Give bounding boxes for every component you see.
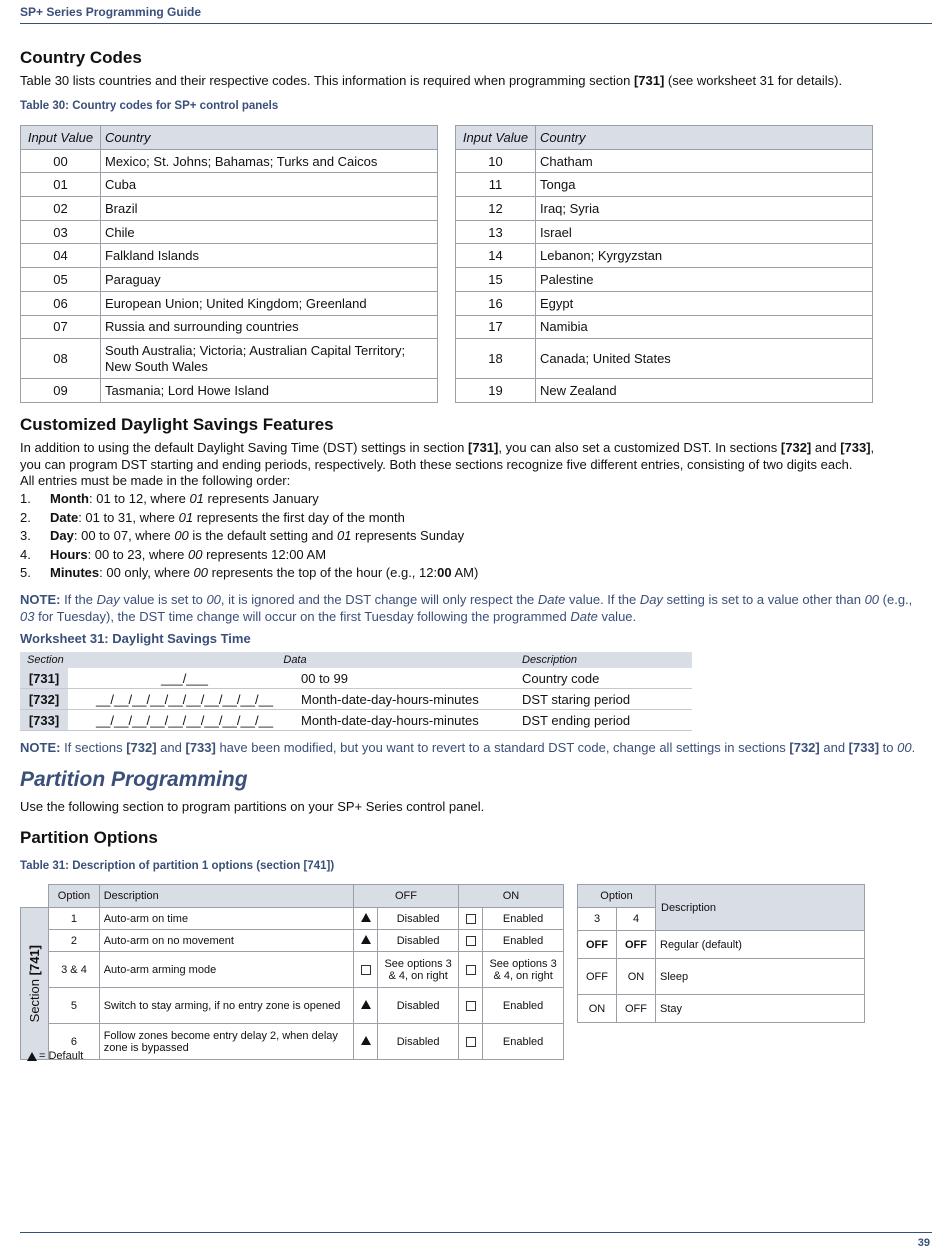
country-codes-heading: Country Codes <box>20 48 142 67</box>
note-italic: Day <box>96 592 120 607</box>
section-741-label <box>21 908 49 1060</box>
side-label <box>27 945 42 1022</box>
intro-text-end: (see worksheet 31 for details). <box>664 73 843 88</box>
ws-data: Month-date-day-hours-minutes <box>301 691 479 707</box>
dst-revert-note <box>20 740 930 757</box>
option4-cell <box>617 995 656 1023</box>
list-fragment: : 01 to 31, where <box>78 509 179 525</box>
option-cell: 2 <box>49 930 99 952</box>
input-value-cell: 14 <box>456 244 536 268</box>
worksheet31-caption: Worksheet 31: Daylight Savings Time <box>20 631 251 646</box>
note-italic: 00 <box>864 592 880 607</box>
note-section: [733] <box>185 740 216 755</box>
country-cell: Egypt <box>536 291 873 315</box>
on-value-cell: Enabled <box>483 930 564 952</box>
list-fragment: 01 <box>178 509 194 525</box>
description-cell: Switch to stay arming, if no entry zone is opened <box>99 988 353 1024</box>
country-cell: Brazil <box>101 197 438 221</box>
dst-intro <box>20 440 895 490</box>
note-italic: Day <box>639 592 663 607</box>
note-text: , it is ignored and the DST change will only respect the <box>220 592 538 607</box>
dst-entry-list <box>20 490 478 583</box>
on-checkbox[interactable] <box>458 988 482 1024</box>
checkbox-icon <box>466 914 476 924</box>
dst-section: [731] <box>468 440 499 455</box>
input-value-cell: 09 <box>21 379 101 403</box>
list-fragment: 00 <box>188 546 203 562</box>
table-row <box>456 197 873 221</box>
po-col-on: ON <box>458 885 563 908</box>
list-item <box>20 527 478 546</box>
col-input-value: Input Value <box>21 126 101 150</box>
partition-heading: Partition Programming <box>20 768 248 791</box>
list-fragment: is the default setting and <box>188 528 337 543</box>
list-item <box>20 564 478 583</box>
dst-section: [733] <box>840 440 871 455</box>
option-cell: 3 & 4 <box>49 952 99 988</box>
po-col-off: OFF <box>354 885 459 908</box>
option3-cell <box>578 995 617 1023</box>
table-row <box>21 149 438 173</box>
note-italic: 03 <box>20 608 35 624</box>
ws-col-description: Description <box>522 654 578 666</box>
po-col-option: Option <box>49 885 99 908</box>
note-text: and <box>156 740 186 755</box>
partition-options-table <box>20 884 564 1060</box>
note-text: setting is set to a value other than <box>662 592 865 607</box>
note-italic: 00 <box>206 592 221 607</box>
note-text: and <box>819 740 849 755</box>
triangle-icon <box>361 913 371 922</box>
note-italic: 00 <box>897 740 912 755</box>
triangle-icon <box>361 935 371 944</box>
option4-cell-value: ON <box>627 970 645 983</box>
country-cell: Canada; United States <box>536 339 873 379</box>
table-row <box>21 952 564 988</box>
ws-entry-blank[interactable]: ___/___ <box>161 670 208 686</box>
ws-col-section: Section <box>27 654 64 666</box>
pr-col-3: 3 <box>578 908 617 931</box>
dst-text: , you can also set a customized DST. In sections <box>498 440 781 455</box>
note-text: If the <box>60 592 97 607</box>
list-text <box>50 546 326 565</box>
col-country: Country <box>101 126 438 150</box>
footer-rule <box>20 1232 932 1233</box>
ws-description: DST ending period <box>522 712 631 728</box>
country-cell: Israel <box>536 220 873 244</box>
off-default-marker[interactable] <box>354 952 378 988</box>
side-label-text: Section <box>27 975 43 1023</box>
checkbox-icon <box>466 1037 476 1047</box>
list-text <box>50 527 464 546</box>
note-label: NOTE: <box>20 592 61 607</box>
table-row <box>21 268 438 292</box>
ws-entry-blank[interactable]: __/__/__/__/__/__/__/__/__/__ <box>95 691 274 707</box>
on-checkbox[interactable] <box>458 930 482 952</box>
country-cell: Russia and surrounding countries <box>101 315 438 339</box>
note-section: [733] <box>848 740 880 755</box>
table-row <box>456 149 873 173</box>
list-number: 5. <box>20 565 31 580</box>
on-value-cell: See options 3 & 4, on right <box>483 952 564 988</box>
dst-text: and <box>811 440 841 455</box>
worksheet-row <box>20 689 692 710</box>
dst-heading: Customized Daylight Savings Features <box>20 415 334 434</box>
description-cell: Auto-arm arming mode <box>99 952 353 988</box>
on-checkbox[interactable] <box>458 952 482 988</box>
table-row <box>456 379 873 403</box>
list-fragment: 00 <box>174 528 189 543</box>
list-text <box>50 490 319 509</box>
off-value-cell: Disabled <box>378 1024 459 1060</box>
country-cell: Tasmania; Lord Howe Island <box>101 379 438 403</box>
table-row <box>21 315 438 339</box>
input-value-cell: 05 <box>21 268 101 292</box>
input-value-cell: 18 <box>456 339 536 379</box>
country-cell: Chile <box>101 220 438 244</box>
table-row <box>21 197 438 221</box>
ws-section: [731] <box>20 668 68 688</box>
on-value-cell: Enabled <box>483 908 564 930</box>
list-fragment: Minutes <box>50 565 100 580</box>
option3-cell-value: OFF <box>586 938 608 951</box>
side-label-section: [741] <box>27 944 43 976</box>
partition-options-heading: Partition Options <box>20 828 158 847</box>
country-cell: Cuba <box>101 173 438 197</box>
note-text: value is set to <box>119 592 207 607</box>
table-row <box>21 339 438 379</box>
pr-col-description: Description <box>656 885 865 931</box>
pr-col-4: 4 <box>617 908 656 931</box>
input-value-cell: 08 <box>21 339 101 379</box>
intro-text: Table 30 lists countries and their respective codes. This information is required when programming section <box>20 73 634 88</box>
description-cell: Follow zones become entry delay 2, when delay zone is bypassed <box>99 1024 353 1060</box>
dst-note <box>20 592 930 625</box>
table-row <box>456 315 873 339</box>
list-fragment: 01 <box>189 491 204 506</box>
list-fragment: Month <box>50 491 89 506</box>
list-fragment: represents January <box>203 491 319 506</box>
country-cell: Tonga <box>536 173 873 197</box>
table-row <box>21 173 438 197</box>
list-number: 3. <box>20 528 31 543</box>
table-row <box>21 988 564 1024</box>
off-value-cell: Disabled <box>378 988 459 1024</box>
table-row <box>578 959 865 995</box>
country-cell: Falkland Islands <box>101 244 438 268</box>
note-italic: Date <box>537 592 566 607</box>
country-cell: South Australia; Victoria; Australian Capital Territory; New South Wales <box>101 339 438 379</box>
pr-col-option: Option <box>578 885 656 908</box>
off-value-cell: See options 3 & 4, on right <box>378 952 459 988</box>
list-fragment: : 00 to 23, where <box>87 546 189 562</box>
dst-section: [732] <box>780 440 812 455</box>
country-table-left <box>20 125 438 403</box>
country-cell: New Zealand <box>536 379 873 403</box>
triangle-icon <box>361 1036 371 1045</box>
table-row <box>21 1024 564 1060</box>
ws-description: Country code <box>522 670 600 686</box>
country-cell: Namibia <box>536 315 873 339</box>
off-default-marker[interactable] <box>354 908 378 930</box>
list-fragment: Hours <box>50 546 88 562</box>
list-fragment: 00 <box>193 565 209 580</box>
input-value-cell: 13 <box>456 220 536 244</box>
option4-cell-value: OFF <box>625 1002 647 1015</box>
country-cell: Palestine <box>536 268 873 292</box>
option4-cell <box>617 931 656 959</box>
country-cell: Iraq; Syria <box>536 197 873 221</box>
note-text: value. If the <box>565 592 640 607</box>
list-number: 1. <box>20 491 31 506</box>
dst-text: In addition to using the default Daylight Saving Time (DST) settings in section <box>20 440 469 455</box>
list-fragment: 00 <box>437 565 452 580</box>
note-text: for Tuesday), the DST time change will occur on the first Tuesday following the programmed <box>34 608 571 624</box>
list-fragment: : 00 only, where <box>99 565 194 580</box>
col-input-value: Input Value <box>456 126 536 150</box>
dst-order-text: All entries must be made in the following order: <box>20 473 291 488</box>
list-item <box>20 490 478 509</box>
table-row <box>578 995 865 1023</box>
table-row <box>578 931 865 959</box>
note-italic: Date <box>570 608 598 624</box>
off-value-cell: Disabled <box>378 930 459 952</box>
note-text: If sections <box>60 740 127 755</box>
default-legend <box>27 1050 83 1062</box>
partition-intro: Use the following section to program partitions on your SP+ Series control panel. <box>20 799 485 814</box>
input-value-cell: 17 <box>456 315 536 339</box>
worksheet-header <box>20 652 692 668</box>
page-number: 39 <box>917 1237 930 1249</box>
table31-caption: Table 31: Description of partition 1 options (section [741]) <box>20 860 335 872</box>
note-text: value. <box>597 608 637 624</box>
off-value-cell: Disabled <box>378 908 459 930</box>
triangle-icon <box>27 1052 37 1061</box>
note-text: (e.g., <box>879 592 913 607</box>
list-text <box>50 509 405 528</box>
list-item <box>20 509 478 528</box>
ws-section: [733] <box>20 710 68 730</box>
ws-section: [732] <box>20 689 68 709</box>
ws-data: 00 to 99 <box>301 670 348 686</box>
list-fragment: : 00 to 07, where <box>73 528 175 543</box>
on-checkbox[interactable] <box>458 1024 482 1060</box>
list-fragment: : 01 to 12, where <box>88 491 190 506</box>
on-checkbox[interactable] <box>458 908 482 930</box>
worksheet-row <box>20 668 692 689</box>
description-cell: Auto-arm on time <box>99 908 353 930</box>
list-fragment: represents 12:00 AM <box>202 546 327 562</box>
option-cell: 1 <box>49 908 99 930</box>
ws-entry-blank[interactable]: __/__/__/__/__/__/__/__/__/__ <box>95 712 274 728</box>
note-section: [732] <box>789 740 820 755</box>
input-value-cell: 10 <box>456 149 536 173</box>
input-value-cell: 04 <box>21 244 101 268</box>
on-value-cell: Enabled <box>483 1024 564 1060</box>
table-row <box>456 220 873 244</box>
input-value-cell: 02 <box>21 197 101 221</box>
ws-data: Month-date-day-hours-minutes <box>301 712 479 728</box>
option3-cell <box>578 959 617 995</box>
input-value-cell: 00 <box>21 149 101 173</box>
checkbox-icon <box>466 965 476 975</box>
input-value-cell: 06 <box>21 291 101 315</box>
option3-cell <box>578 931 617 959</box>
table30-caption: Table 30: Country codes for SP+ control panels <box>20 100 279 112</box>
table-row <box>21 220 438 244</box>
mode-description-cell: Sleep <box>656 959 865 995</box>
country-codes-intro <box>20 73 910 90</box>
input-value-cell: 01 <box>21 173 101 197</box>
legend-text: = Default <box>39 1050 84 1062</box>
header-title: SP+ Series Programming Guide <box>20 5 202 19</box>
ws-description: DST staring period <box>522 691 631 707</box>
off-default-marker[interactable] <box>354 930 378 952</box>
intro-section: [731] <box>633 73 665 88</box>
note-text: have been modified, but you want to revert to a standard DST code, change all settings in sections <box>215 740 790 755</box>
list-item <box>20 546 478 565</box>
ws-col-data: Data <box>283 654 307 666</box>
list-number: 2. <box>20 509 31 525</box>
country-cell: European Union; United Kingdom; Greenland <box>101 291 438 315</box>
col-country: Country <box>536 126 873 150</box>
note-text: to <box>879 740 898 755</box>
table-row <box>21 244 438 268</box>
table-row <box>21 379 438 403</box>
list-fragment: Date <box>50 509 79 525</box>
list-fragment: represents the top of the hour (e.g., 12: <box>208 565 438 580</box>
worksheet31 <box>20 652 692 731</box>
triangle-icon <box>361 1000 371 1009</box>
country-cell: Lebanon; Kyrgyzstan <box>536 244 873 268</box>
list-fragment: 01 <box>336 528 352 543</box>
arming-mode-table <box>577 884 865 1023</box>
table-row <box>456 173 873 197</box>
off-default-marker[interactable] <box>354 1024 378 1060</box>
table-row <box>456 339 873 379</box>
list-text <box>50 564 478 583</box>
list-fragment: represents Sunday <box>351 528 465 543</box>
note-text: . <box>911 740 916 755</box>
note-section: [732] <box>126 740 157 755</box>
country-cell: Chatham <box>536 149 873 173</box>
list-fragment: represents the first day of the month <box>193 509 405 525</box>
mode-description-cell: Regular (default) <box>656 931 865 959</box>
country-cell: Mexico; St. Johns; Bahamas; Turks and Caicos <box>101 149 438 173</box>
list-fragment: AM) <box>451 565 479 580</box>
option4-cell <box>617 959 656 995</box>
input-value-cell: 15 <box>456 268 536 292</box>
input-value-cell: 07 <box>21 315 101 339</box>
input-value-cell: 16 <box>456 291 536 315</box>
input-value-cell: 19 <box>456 379 536 403</box>
option-cell: 5 <box>49 988 99 1024</box>
on-value-cell: Enabled <box>483 988 564 1024</box>
list-number: 4. <box>20 546 31 562</box>
input-value-cell: 03 <box>21 220 101 244</box>
table-row <box>456 268 873 292</box>
description-cell: Auto-arm on no movement <box>99 930 353 952</box>
blank-corner <box>21 885 49 908</box>
input-value-cell: 11 <box>456 173 536 197</box>
country-table-right <box>455 125 873 403</box>
checkbox-icon <box>466 936 476 946</box>
table-row <box>21 908 564 930</box>
note-label: NOTE: <box>20 740 61 755</box>
table-row <box>456 291 873 315</box>
table-row <box>21 291 438 315</box>
worksheet-row <box>20 710 692 731</box>
off-default-marker[interactable] <box>354 988 378 1024</box>
dst-text: , you can program DST starting and ending periods, respectively. Both these sections recognize five different entries, consisting of two digits each. <box>20 440 875 472</box>
checkbox-icon <box>361 965 371 975</box>
option3-cell-value: ON <box>588 1002 606 1015</box>
country-cell: Paraguay <box>101 268 438 292</box>
option3-cell-value: OFF <box>586 970 608 983</box>
input-value-cell: 12 <box>456 197 536 221</box>
table-row <box>456 244 873 268</box>
mode-description-cell: Stay <box>656 995 865 1023</box>
list-fragment: Day <box>50 528 74 543</box>
header-rule <box>20 23 932 24</box>
option-cell: 6 <box>49 1024 99 1060</box>
po-col-description: Description <box>99 885 353 908</box>
table-row <box>21 930 564 952</box>
checkbox-icon <box>466 1001 476 1011</box>
option4-cell-value: OFF <box>625 938 647 951</box>
